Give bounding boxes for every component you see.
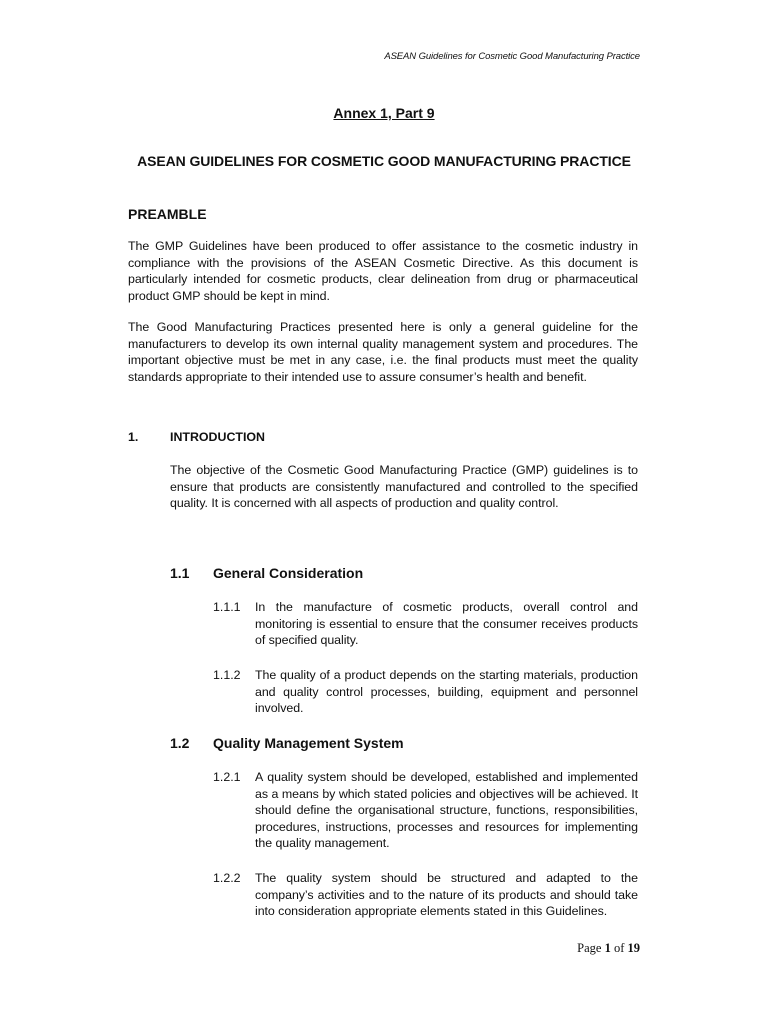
document-title: ASEAN GUIDELINES FOR COSMETIC GOOD MANUFACTURING PRACTICE (137, 153, 631, 169)
running-header: ASEAN Guidelines for Cosmetic Good Manufacturing Practice (384, 51, 640, 62)
page-label: Page (577, 941, 602, 955)
subsection-1-2-number: 1.2 (170, 735, 190, 751)
subsection-1-1-title: General Consideration (213, 565, 364, 581)
clause-1-2-2-text: The quality system should be structured and adapted to the company’s activities and to the nature of its products and should take into consideration appropriate elements stated in this Guidelines. (255, 871, 638, 918)
annex-label: Annex 1, Part 9 (333, 105, 435, 121)
preamble-paragraph-1: The GMP Guidelines have been produced to offer assistance to the cosmetic industry in compliance with the provisions of the ASEAN Cosmetic Directive. As this document is particularly intended for cosmetic products, clear delineation from drug or pharmaceutical product GMP should be kept in mind. (128, 239, 638, 303)
section-1-number: 1. (128, 430, 139, 444)
preamble-paragraph-2: The Good Manufacturing Practices presented here is only a general guideline for the manufacturers to develop its own internal quality management system and procedures. The important objective must be met in any case, i.e. the final products must meet the quality standards appropriate to their intended use to assure consumer’s health and benefit. (128, 320, 638, 384)
clause-1-1-1-text: In the manufacture of cosmetic products, overall control and monitoring is essential to ensure that the consumer receives products of specified quality. (255, 600, 638, 647)
section-1-title: INTRODUCTION (170, 430, 265, 444)
subsection-1-1-number: 1.1 (170, 565, 190, 581)
clause-1-1-2-number: 1.1.2 (213, 668, 241, 682)
clause-1-1-1-number: 1.1.1 (213, 600, 241, 614)
clause-1-2-1-text: A quality system should be developed, established and implemented as a means by which stated policies and objectives will be achieved. It should define the organisational structure, functions, responsibilities, procedures, instructions, processes and resources for implementing the quality management. (255, 770, 638, 850)
page-of-label: of (613, 941, 625, 955)
clause-1-2-1-number: 1.2.1 (213, 770, 241, 784)
preamble-heading: PREAMBLE (128, 206, 207, 222)
clause-1-1-2-text: The quality of a product depends on the starting materials, production and quality control processes, building, equipment and personnel involved. (255, 668, 638, 715)
subsection-1-2-title: Quality Management System (213, 735, 404, 751)
page-number (577, 941, 640, 956)
page-total: 19 (627, 941, 640, 955)
section-1-paragraph: The objective of the Cosmetic Good Manufacturing Practice (GMP) guidelines is to ensure that products are consistently manufactured and controlled to the specified quality. It is concerned with all aspects of production and quality control. (170, 463, 638, 510)
page-current: 1 (604, 941, 611, 955)
clause-1-2-2-number: 1.2.2 (213, 871, 241, 885)
